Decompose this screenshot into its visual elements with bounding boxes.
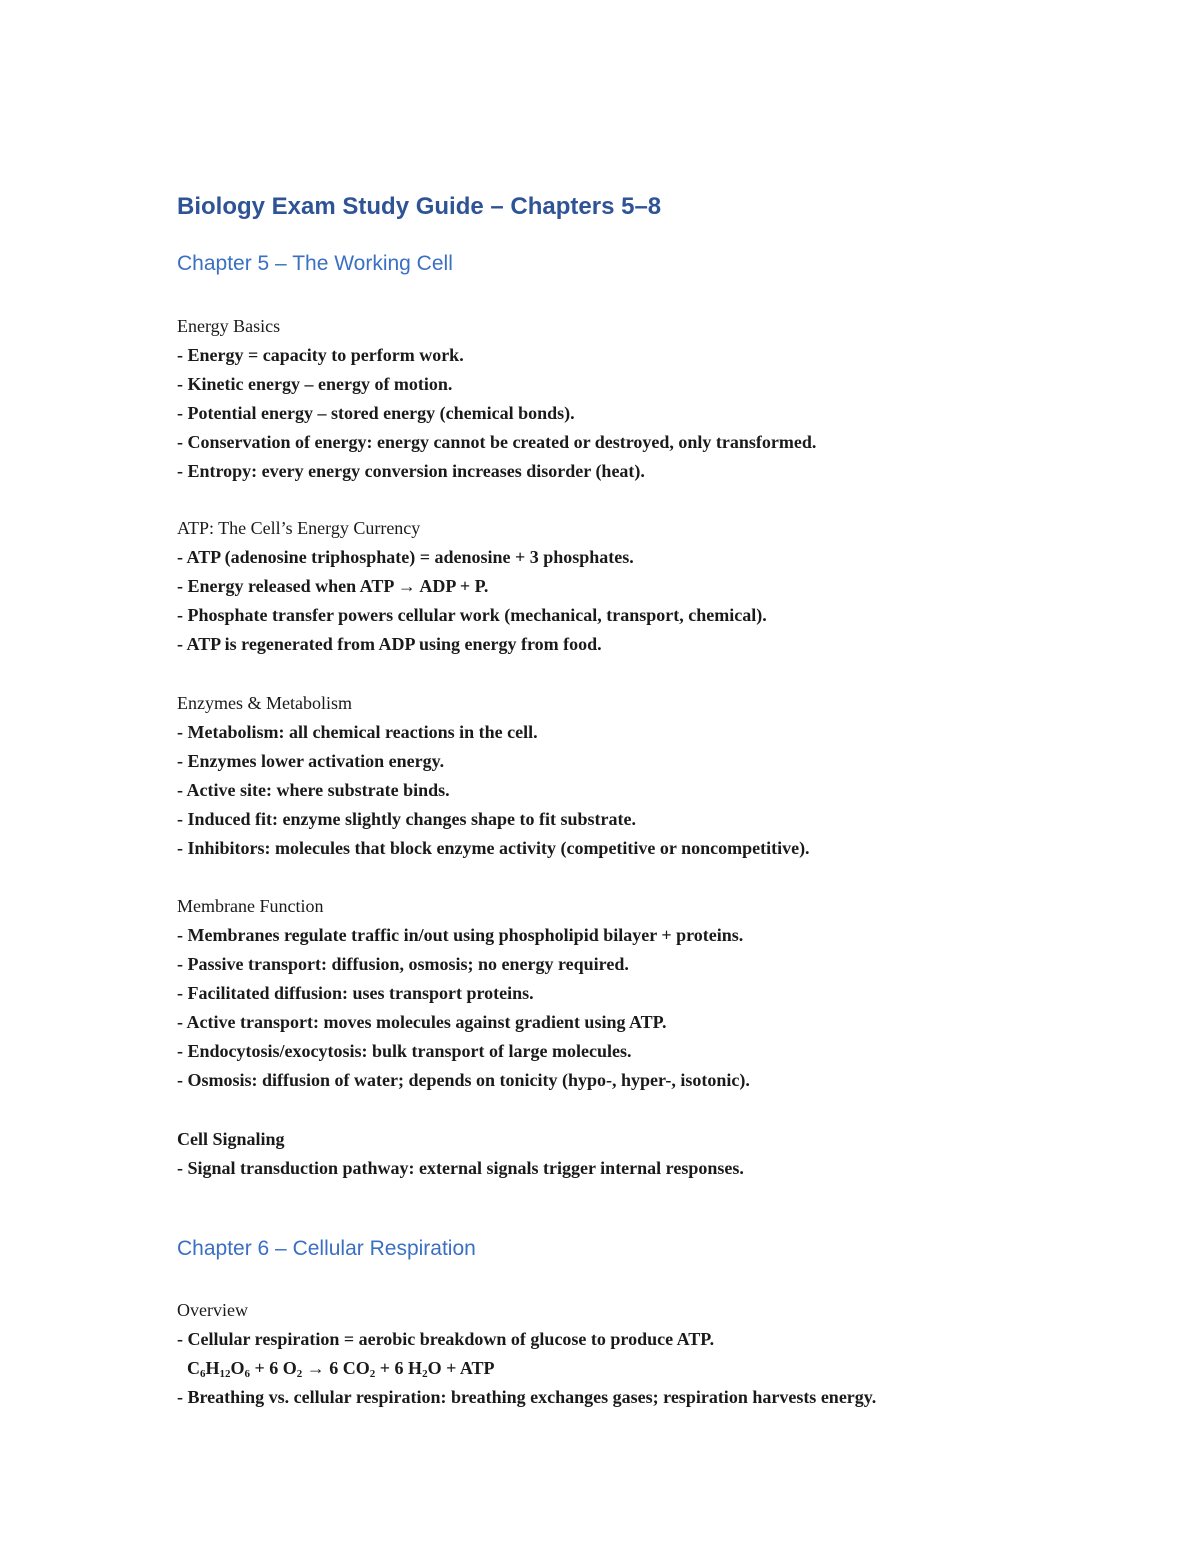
list-item: - Active transport: moves molecules against gradient using ATP. [177,1012,667,1032]
equation-subscript: 2 [296,1368,303,1380]
section-overview [177,1296,1137,1412]
list-item: - Entropy: every energy conversion increases disorder (heat). [177,461,645,481]
section-energy-basics [177,312,1137,486]
bullet-list [177,1154,1137,1183]
section-title: Cell Signaling [177,1129,285,1149]
section-membrane-function [177,892,1137,1095]
bullet-list [177,341,1137,486]
list-item: - Facilitated diffusion: uses transport proteins. [177,983,534,1003]
equation-part: O [230,1358,245,1378]
list-item: - Enzymes lower activation energy. [177,751,445,771]
equation-part: → 6 CO [302,1358,370,1378]
equation-part: H [205,1358,220,1378]
list-item: - Active site: where substrate binds. [177,780,450,800]
list-item: - ATP (adenosine triphosphate) = adenosine + 3 phosphates. [177,547,634,567]
section-enzymes-metabolism [177,689,1137,863]
chapter-6-heading: Chapter 6 – Cellular Respiration [177,1237,476,1260]
list-item: - Passive transport: diffusion, osmosis; no energy required. [177,954,629,974]
chapter-5-heading: Chapter 5 – The Working Cell [177,252,453,275]
section-title: ATP: The Cell’s Energy Currency [177,518,421,538]
section-title: Membrane Function [177,896,324,916]
equation-subscript: 6 [200,1368,206,1380]
document-title: Biology Exam Study Guide – Chapters 5–8 [177,193,662,220]
equation-part: + 6 H [375,1358,423,1378]
list-item: - Endocytosis/exocytosis: bulk transport of large molecules. [177,1041,632,1061]
list-item: - Cellular respiration = aerobic breakdown of glucose to produce ATP. [177,1329,715,1349]
bullet-list [177,921,1137,1095]
section-cell-signaling [177,1125,1137,1183]
equation-part: C [187,1358,200,1378]
list-item: - Kinetic energy – energy of motion. [177,374,453,394]
list-item: - Energy released when ATP → ADP + P. [177,576,489,596]
equation-subscript: 6 [244,1368,251,1380]
equation-subscript: 12 [219,1368,231,1380]
list-item: - Metabolism: all chemical reactions in the cell. [177,722,538,742]
list-item: - Energy = capacity to perform work. [177,345,464,365]
section-title: Enzymes & Metabolism [177,693,352,713]
bullet-list [177,1383,1137,1412]
equation-part: O + ATP [427,1358,495,1378]
list-item: - Membranes regulate traffic in/out using phospholipid bilayer + proteins. [177,925,744,945]
equation-part: + 6 O [250,1358,297,1378]
section-title: Overview [177,1300,248,1320]
list-item: - Phosphate transfer powers cellular work (mechanical, transport, chemical). [177,605,767,625]
bullet-list [177,543,1137,659]
respiration-equation [177,1354,1137,1383]
equation-subscript: 2 [369,1368,376,1380]
list-item: - Osmosis: diffusion of water; depends on tonicity (hypo-, hyper-, isotonic). [177,1070,750,1090]
list-item: - Potential energy – stored energy (chemical bonds). [177,403,575,423]
equation-subscript: 2 [422,1368,428,1380]
list-item: - Inhibitors: molecules that block enzyme activity (competitive or noncompetitive). [177,838,810,858]
section-atp [177,514,1137,659]
list-item: - Signal transduction pathway: external signals trigger internal responses. [177,1158,744,1178]
section-title: Energy Basics [177,316,281,336]
list-item: - ATP is regenerated from ADP using energy from food. [177,634,602,654]
list-item: - Induced fit: enzyme slightly changes shape to fit substrate. [177,809,636,829]
bullet-list [177,718,1137,863]
list-item: - Conservation of energy: energy cannot be created or destroyed, only transformed. [177,432,817,452]
bullet-list [177,1325,1137,1354]
list-item: - Breathing vs. cellular respiration: breathing exchanges gases; respiration harvests energy. [177,1387,877,1407]
